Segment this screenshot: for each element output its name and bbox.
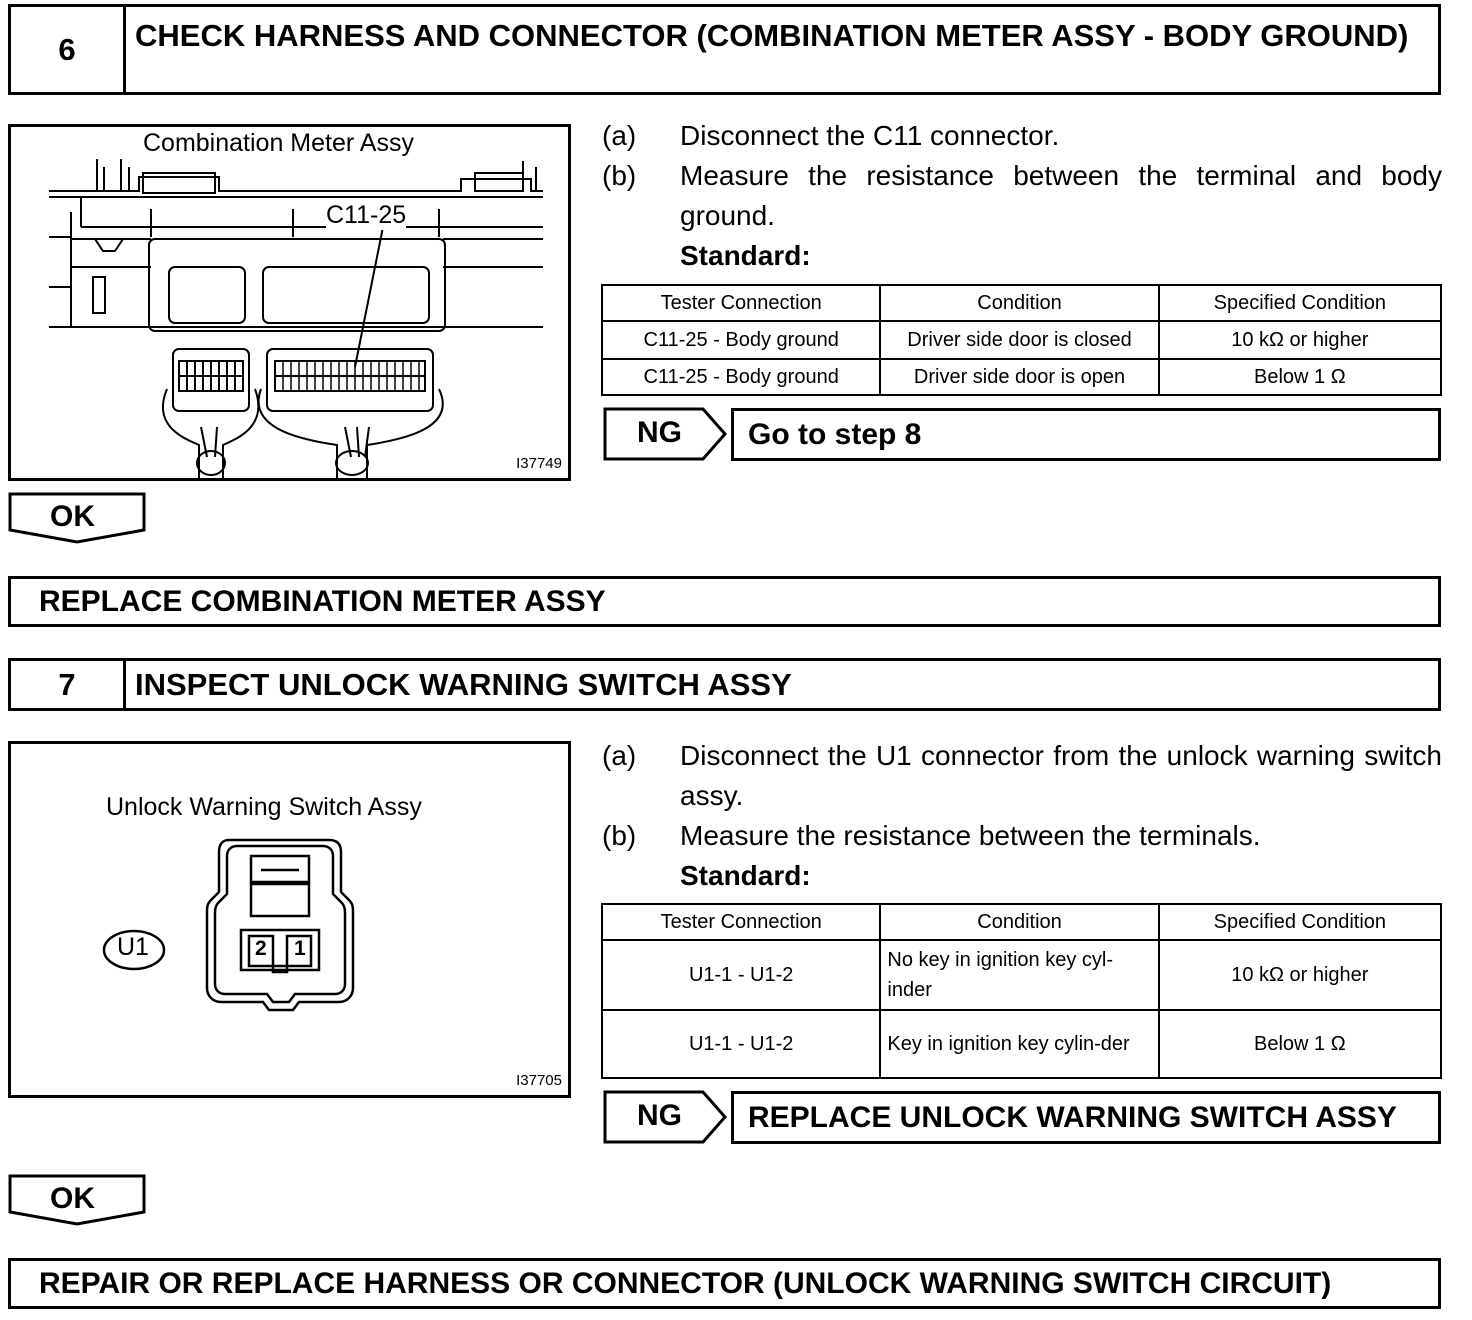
ng-tag bbox=[603, 407, 727, 461]
table-cell: U1-1 - U1-2 bbox=[602, 940, 880, 1010]
table-cell: C11-25 - Body ground bbox=[602, 321, 880, 359]
combination-meter-illustration bbox=[11, 127, 568, 478]
step-number: 6 bbox=[11, 7, 126, 92]
table-cell: C11-25 - Body ground bbox=[602, 359, 880, 395]
figure-caption: Unlock Warning Switch Assy bbox=[106, 793, 422, 821]
table-cell: Driver side door is open bbox=[880, 359, 1158, 395]
ng-label: NG bbox=[637, 1099, 682, 1132]
instruction-text: Disconnect the C11 connector. bbox=[680, 120, 1060, 151]
step-title: CHECK HARNESS AND CONNECTOR (COMBINATION METER ASSY - BODY GROUND) bbox=[135, 18, 1409, 53]
pin-label: 1 bbox=[294, 937, 306, 960]
table-cell: Below 1 Ω bbox=[1159, 1010, 1441, 1078]
step-6-instructions bbox=[602, 116, 1442, 276]
table-cell: 10 kΩ or higher bbox=[1159, 321, 1441, 359]
ok-action-box: REPAIR OR REPLACE HARNESS OR CONNECTOR (UNLOCK WARNING SWITCH CIRCUIT) bbox=[8, 1258, 1441, 1309]
standard-label: Standard: bbox=[680, 240, 811, 271]
step-7-instructions bbox=[602, 736, 1442, 896]
instruction-a bbox=[602, 736, 1442, 816]
ng-tag bbox=[603, 1090, 727, 1144]
ok-tag bbox=[8, 1174, 146, 1226]
table-row bbox=[602, 940, 1441, 1010]
figure-id: I37705 bbox=[516, 1072, 562, 1089]
standard-label: Standard: bbox=[680, 860, 811, 891]
ok-label: OK bbox=[50, 500, 95, 533]
ok-action-box: REPLACE COMBINATION METER ASSY bbox=[8, 576, 1441, 627]
instruction-label: (b) bbox=[602, 160, 637, 191]
table-cell: No key in ignition key cyl-inder bbox=[880, 940, 1158, 1010]
unlock-switch-figure bbox=[8, 741, 571, 1098]
ok-tag bbox=[8, 492, 146, 544]
table-row bbox=[602, 321, 1441, 359]
column-header: Tester Connection bbox=[602, 285, 880, 321]
instruction-text: Measure the resistance between the terminal and body ground. bbox=[680, 160, 1442, 231]
table-header-row bbox=[602, 285, 1441, 321]
column-header: Tester Connection bbox=[602, 904, 880, 940]
table-cell: Driver side door is closed bbox=[880, 321, 1158, 359]
ng-label: NG bbox=[637, 416, 682, 449]
ng-action-box: Go to step 8 bbox=[731, 408, 1441, 461]
table-cell: Key in ignition key cylin-der bbox=[880, 1010, 1158, 1078]
column-header: Specified Condition bbox=[1159, 904, 1441, 940]
table-row bbox=[602, 1010, 1441, 1078]
connector-label: U1 bbox=[117, 933, 149, 961]
step-7-header bbox=[8, 658, 1441, 711]
step-title: INSPECT UNLOCK WARNING SWITCH ASSY bbox=[135, 667, 792, 702]
instruction-a bbox=[602, 116, 1442, 156]
table-cell: 10 kΩ or higher bbox=[1159, 940, 1441, 1010]
step-6-header bbox=[8, 4, 1441, 95]
figure-caption: Combination Meter Assy bbox=[143, 129, 414, 157]
step-7-spec-table bbox=[601, 903, 1442, 1079]
instruction-label: (a) bbox=[602, 740, 637, 771]
ok-label: OK bbox=[50, 1182, 95, 1215]
column-header: Condition bbox=[880, 904, 1158, 940]
terminal-label: C11-25 bbox=[326, 201, 407, 229]
table-row bbox=[602, 359, 1441, 395]
table-cell: U1-1 - U1-2 bbox=[602, 1010, 880, 1078]
instruction-label: (b) bbox=[602, 820, 637, 851]
step-6-spec-table bbox=[601, 284, 1442, 396]
table-header-row bbox=[602, 904, 1441, 940]
column-header: Condition bbox=[880, 285, 1158, 321]
figure-id: I37749 bbox=[516, 455, 562, 472]
instruction-b bbox=[602, 156, 1442, 236]
pin-label: 2 bbox=[255, 937, 267, 960]
instruction-label: (a) bbox=[602, 120, 637, 151]
column-header: Specified Condition bbox=[1159, 285, 1441, 321]
step-number: 7 bbox=[11, 661, 126, 708]
instruction-b bbox=[602, 816, 1442, 856]
combination-meter-figure bbox=[8, 124, 571, 481]
ng-action-box: REPLACE UNLOCK WARNING SWITCH ASSY bbox=[731, 1091, 1441, 1144]
table-cell: Below 1 Ω bbox=[1159, 359, 1441, 395]
instruction-text: Measure the resistance between the terminals. bbox=[680, 820, 1261, 851]
instruction-text: Disconnect the U1 connector from the unlock warning switch assy. bbox=[680, 740, 1442, 811]
